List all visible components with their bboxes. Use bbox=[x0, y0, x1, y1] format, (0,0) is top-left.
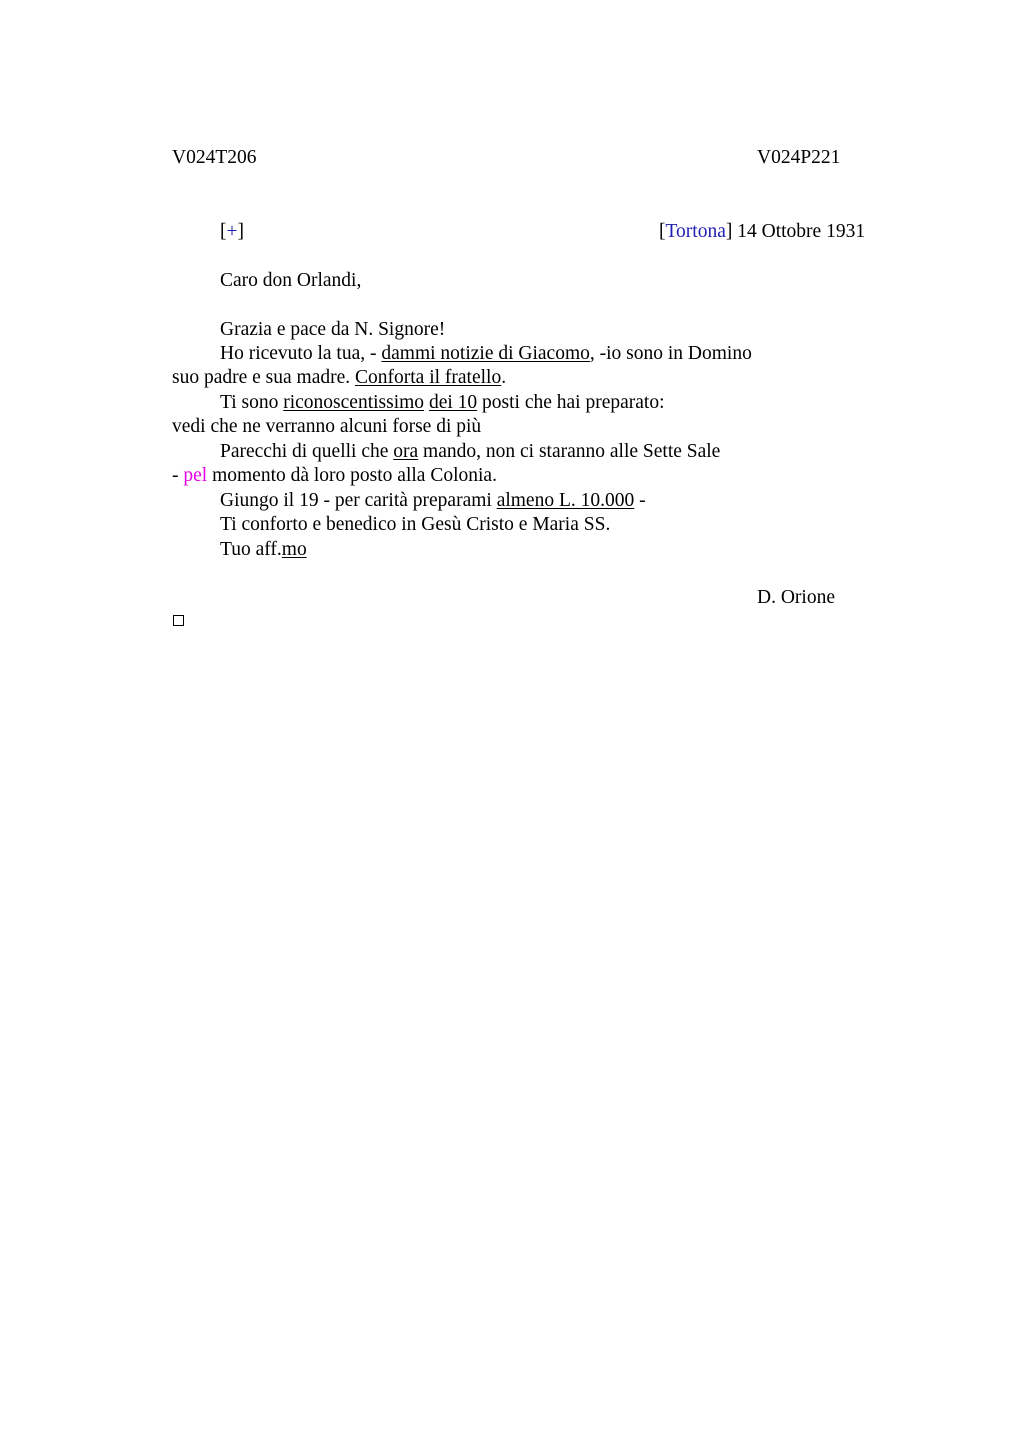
closing-line: Tuo aff.mo bbox=[220, 539, 307, 560]
letter-line-8: Giungo il 19 - per carità preparami almeno L. 10.000 - bbox=[220, 490, 646, 511]
cross-mark: [+] bbox=[220, 221, 244, 242]
salutation: Caro don Orlandi, bbox=[220, 270, 362, 291]
dateline: [Tortona] 14 Ottobre 1931 bbox=[659, 221, 866, 242]
letter-line-1: Grazia e pace da N. Signore! bbox=[220, 319, 446, 340]
letter-line-9: Ti conforto e benedico in Gesù Cristo e Maria SS. bbox=[220, 514, 611, 535]
place-name: Tortona bbox=[665, 221, 726, 242]
letter-line-5: vedi che ne verranno alcuni forse di più bbox=[172, 416, 482, 437]
letter-date: 14 Ottobre 1931 bbox=[732, 221, 866, 242]
letter-line-4: Ti sono riconoscentissimo dei 10 posti che hai preparato: bbox=[220, 392, 665, 413]
highlighted-word: pel bbox=[183, 465, 208, 486]
letter-line-6: Parecchi di quelli che ora mando, non ci staranno alle Sette Sale bbox=[220, 441, 721, 462]
letter-line-7: - pel momento dà loro posto alla Colonia. bbox=[172, 465, 497, 486]
letter-line-3: suo padre e sua madre. Conforta il fratello. bbox=[172, 367, 507, 388]
cross-icon: + bbox=[226, 221, 238, 242]
signature: D. Orione bbox=[757, 587, 835, 608]
page-code-right: V024P221 bbox=[757, 147, 841, 168]
document-code-left: V024T206 bbox=[172, 147, 257, 168]
empty-square-icon bbox=[173, 615, 184, 626]
letter-line-2: Ho ricevuto la tua, - dammi notizie di Giacomo, -io sono in Domino bbox=[220, 343, 752, 364]
